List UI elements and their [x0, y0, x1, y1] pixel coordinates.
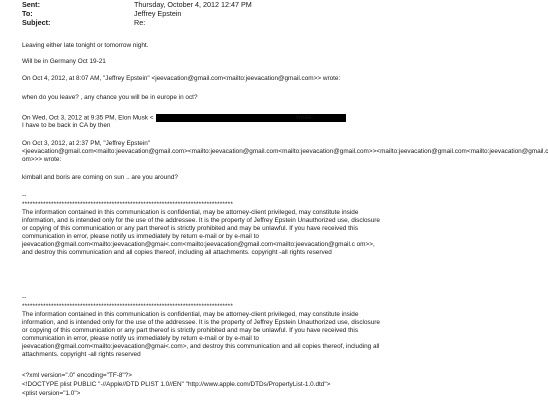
sent-row	[22, 0, 252, 9]
body-line-4: when do you leave? , any chance you will be in europe in oct?	[22, 94, 198, 101]
separator-stars-2: ********************************************************************************	[22, 303, 233, 310]
quote-header-2-prefix: On Wed, Oct 3, 2012 at 9:35 PM, Elon Musk <	[22, 114, 154, 122]
body-line-6: I have to be back in CA by then	[22, 122, 111, 129]
quote-header-3c: om>>> wrote:	[22, 156, 62, 163]
sent-label: Sent:	[22, 0, 40, 9]
separator-stars-1: ********************************************************************************	[22, 201, 233, 208]
to-row	[22, 9, 181, 18]
sent-value: Thursday, October 4, 2012 12:47 PM	[134, 0, 252, 9]
subject-value: Re:	[134, 18, 146, 27]
body-line-1: Leaving either late tonight or tomorrow night.	[22, 42, 149, 49]
to-label: To:	[22, 9, 33, 18]
disclaimer-2: The information contained in this communication is confidential, may be attorney-client privileged, may constitute inside information, and is intended only for the use of the addressee. It is the property of Jeffrey Epstein Unauthorized use, disclosure or copying of this communication or any part thereof is strictly prohibited and may be unlawful. If you have received this communication in error, please notify us immediately by return e-mail or by e-mail to jeevacation@gmail.com<mailto:jeevacation@gmai<.com>, and destroy this communication and all copies thereof, including all attachments. copyright -all rights reserved	[22, 311, 380, 359]
xml-line-1: <?xml version=".0" encoding="TF-8"?>	[22, 372, 132, 379]
xml-line-2: <!DOCTYPE plist PUBLIC "-//Apple//DTD PLIST 1.0//EN" "http://www.apple.com/DTDs/PropertyList-1.0.dtd">	[22, 381, 331, 388]
subject-label: Subject:	[22, 18, 51, 27]
quote-header-2-suffix: wrote:	[296, 114, 314, 121]
quote-header-1: On Oct 4, 2012, at 8:07 AM, "Jeffrey Epstein" <jeevacation@gmail.com<mailto:jeevacation@gmail.com>> wrote:	[22, 75, 341, 82]
quote-header-3b: <jeevacation@gmail.com<mailto:jeevacation@gmail.com><mailto:jeevacation@gmail.com<mailto:jeevacation@gmail.com>><mailto:jeevacation@gmail.com<mailto:jeevacation@gmail.c	[22, 148, 548, 155]
xml-line-3: <plist version="1.0">	[22, 390, 81, 397]
disclaimer-1: The information contained in this communication is confidential, may be attorney-client privileged, may constitute inside information, and is intended only for the use of the addressee. It is the property of Jeffrey Epstein Unauthorized use, disclosure or copying of this communication or any part thereof is strictly prohibited and may be unlawful. If you have received this communication in error, please notify us immediately by return e-mail or by e-mail to jeevacation@gmail.com<mailto:jeevacation@gmai<.com<mailto:jeevacation@gmail.com<mailto:jeevacation@gmail.c om>>, and destroy this communication and all copies thereof, including all attachments. copyright -all rights reserved	[22, 209, 380, 257]
body-line-8: kimball and boris are coming on sun .. are you around?	[22, 174, 178, 181]
redaction-bar	[156, 114, 346, 122]
quote-header-3a: On Oct 3, 2012, at 2:37 PM, "Jeffrey Epstein"	[22, 140, 151, 147]
to-value: Jeffrey Epstein	[134, 9, 182, 18]
separator-dashes-2: --	[22, 294, 27, 301]
separator-dashes-1: --	[22, 192, 27, 199]
body-line-2: Will be in Germany Oct 19-21	[22, 58, 106, 65]
subject-row	[22, 18, 145, 27]
